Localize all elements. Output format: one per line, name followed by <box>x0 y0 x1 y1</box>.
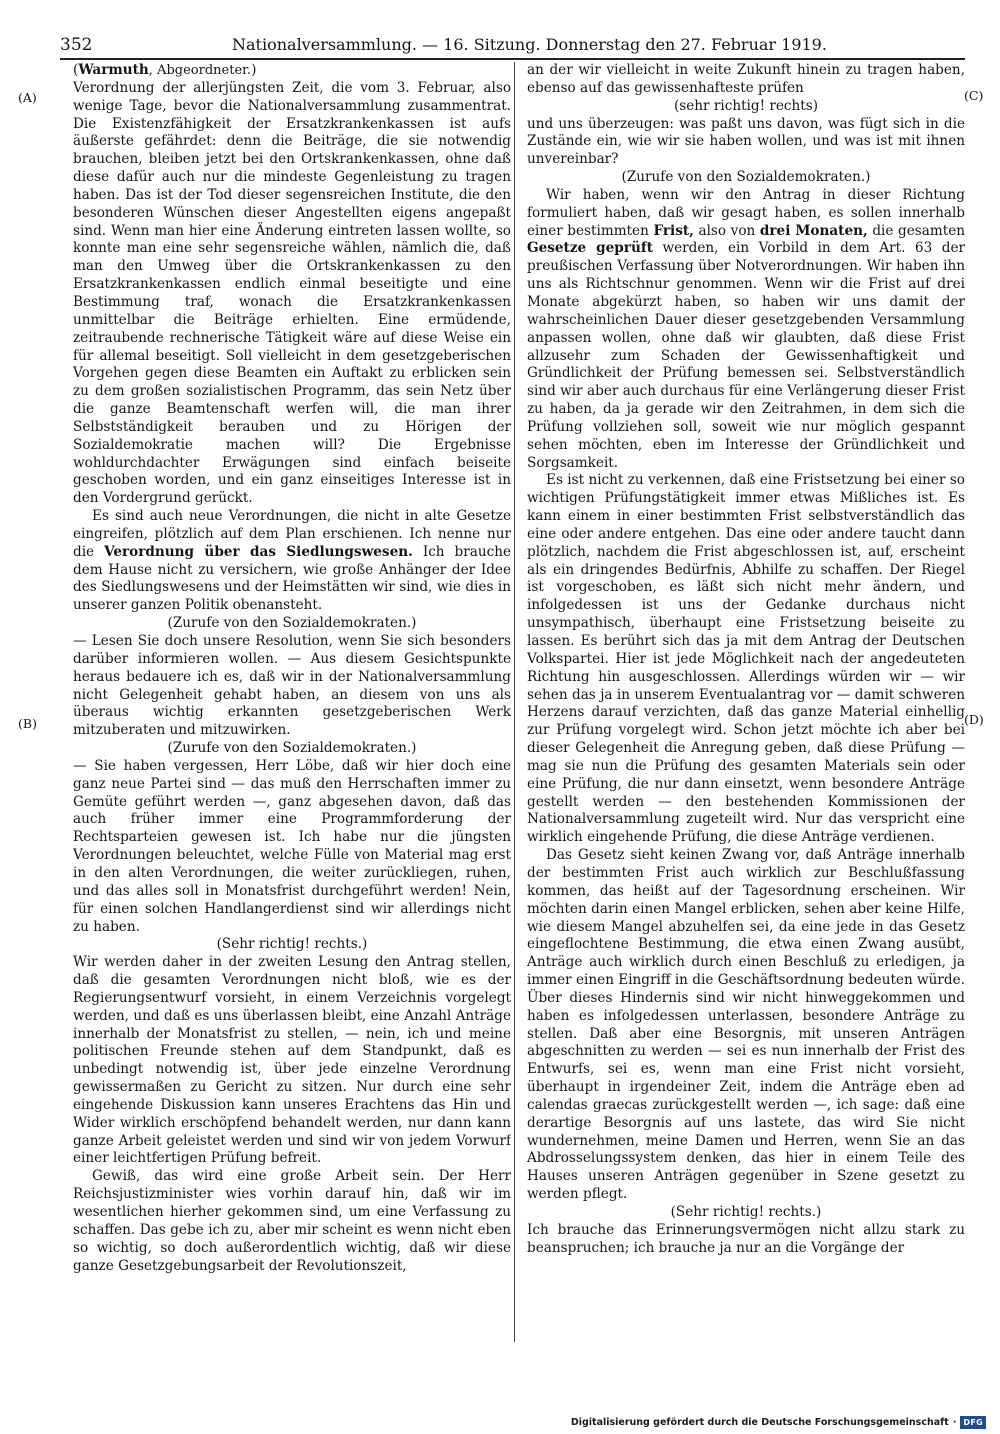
running-head: Nationalversammlung. — 16. Sitzung. Donnerstag den 27. Februar 1919. <box>232 35 827 54</box>
interjection: (sehr richtig! rechts) <box>673 97 819 114</box>
separator-dot: · <box>952 1416 957 1428</box>
emphasis-text: drei Monaten, <box>759 222 868 239</box>
paragraph <box>73 508 511 615</box>
text-run: also von <box>693 222 760 239</box>
margin-mark-d: (D) <box>964 712 984 727</box>
text-run: Es sind auch neue Verordnungen, die nicht in alte Gesetze eingreifen, plötzlich auf dem Plan erschienen. Ich nenne nur die <box>73 508 511 560</box>
speaker-role: , Abgeordneter. <box>148 63 252 78</box>
left-column <box>73 62 511 1358</box>
paragraph <box>527 187 965 473</box>
latin-phrase: ad calendas graecas <box>527 1079 965 1113</box>
paragraph: Ich brauche das Erinnerungsvermögen nicht allzu stark zu beanspruchen; ich brauche ja nur an die Vorgänge der <box>527 1221 965 1256</box>
margin-mark-a: (A) <box>18 90 37 105</box>
digitization-credit <box>571 1414 986 1430</box>
emphasis-text: Frist, <box>653 222 694 239</box>
paragraph: an der wir vielleicht in weite Zukunft hinein zu tragen haben, ebenso auf das gewissenhafteste prüfen <box>527 62 965 96</box>
paragraph: und uns überzeugen: was paßt uns davon, was fügt sich in die Zustände ein, wie wir sie haben wollen, und was ist mit ihnen unvereinbar? <box>527 115 965 168</box>
paragraph: Gewiß, das wird eine große Arbeit sein. Der Herr Reichsjustizminister wies vorhin darauf hin, daß wir im wesentlichen hierher gekommen sind, um eine Verfassung zu schaffen. Das gebe ich zu, aber mir scheint es wenn nicht eben so wichtig, so doch außerordentlich wichtig, daß wir diese ganze Gesetzgebungsarbeit der Revolutionszeit, <box>73 1168 511 1274</box>
paragraph: Es ist nicht zu verkennen, daß eine Fristsetzung bei einer so wichtigen Prüfungstätigkeit immer etwas Mißliches ist. Es kann einem in einer bestimmten Frist selbstverständlich das eine oder andere entgehen. Das eine oder andere taucht dann plötzlich, nachdem die Frist abgeschlossen ist, auf, erscheint als ein dringendes Bedürfnis, Abhilfe zu schaffen. Der Riegel ist vorgeschoben, es läßt sich nicht mehr ändern, und infolgedessen ist uns der Gedanke durchaus nicht unsympathisch, überhaupt eine Fristsetzung beiseite zu lassen. Es berührt sich das ja mit dem Antrag der Deutschen Volkspartei. Hier ist jede Möglichkeit nach der angedeuteten Richtung hin ausgeschlossen. Allerdings würden wir — wir sehen das ja in unserem Eventualantrag vor — damit schweren Herzens darauf verzichten, daß das ganze Material einhellig zur Prüfung vorgelegt wird. Schon jetzt möchte ich aber bei dieser Gelegenheit die Anregung geben, daß diese Prüfung — mag sie nun die Prüfung des gesamten Materials sein oder eine Prüfung, die nur dann einsetzt, wenn besondere Anträge gestellt werden — den bestehenden Kommissionen der Nationalversammlung zugeteilt wird. Nur das verspricht eine wirklich eingehende Prüfung, die diese Anträge verdienen. <box>527 472 965 846</box>
interjection: (Sehr richtig! rechts.) <box>670 1204 822 1220</box>
text-run: Wir haben, wenn wir den Antrag in dieser Richtung formuliert haben, daß wir gesagt haben, es sollen innerhalb einer bestimmten <box>527 186 965 239</box>
text-run: Ich brauche dem Hause nicht zu versichern, wie große Anhänger der Idee des Siedlungswesens und der Heimstätten wir sind, wie dies in unserer ganzen Politik obenansteht. <box>73 543 511 614</box>
text-run: werden, ein Vorbild in dem Art. 63 der preußischen Verfassung über Notverordnungen. Wir haben ihn uns als Richtschnur genommen. Wenn wir die Frist auf drei Monate abgekürzt haben, so haben wir uns damit der wahrscheinlichen Dauer dieser gesetzgebenden Versammlung anpassen wollen, ohne daß wir glaubten, daß diese Frist allzusehr zum Schaden der Gewissenhaftigkeit und Gründlichkeit der Prüfung bemessen sei. Selbstverständlich sind wir aber auch durchaus für eine Verlängerung dieser Frist zu haben, da ja gerade wir den Zeitrahmen, in dem sich die Prüfung vollziehen soll, soweit wie nur möglich gespannt sehen möchten, eben im Interesse der Gründlichkeit und Sorgsamkeit. <box>527 240 965 471</box>
interjection: (Zurufe von den Sozialdemokraten.) <box>167 615 417 632</box>
dfg-logo: DFG <box>960 1416 986 1429</box>
text-run: die gesamten <box>867 222 965 239</box>
paragraph <box>527 847 965 1204</box>
paragraph: — Lesen Sie doch unsere Resolution, wenn Sie sich besonders darüber informieren wollen. — Aus diesem Gesichtspunkte heraus bedauere ich es, daß wir in der Nationalversammlung nicht Gelegenheit gehabt haben, an diesem von uns als überaus wichtig erkannten gesetzgeberischen Werk mitzuberaten und mitzuwirken. <box>73 633 511 739</box>
paragraph: — Sie haben vergessen, Herr Löbe, daß wir hier doch eine ganz neue Partei sind — das muß den Herrschaften immer zu Gemüte geführt werden —, ganz abgesehen davon, daß das auch früher immer eine Programmforderung der Rechtsparteien gewesen ist. Ich habe nur die jüngsten Verordnungen beleuchtet, welche Fülle von Material mag erst in den alten Verordnungen, die weiter zurückliegen, ruhen, und das alles soll in Monatsfrist durchgeführt werden! Nein, für einen solchen Handlangerdienst sind wir allerdings nicht zu haben. <box>73 757 511 935</box>
margin-mark-c: (C) <box>964 88 984 103</box>
emphasis-text: Gesetze geprüft <box>527 240 653 257</box>
speaker-name: Warmuth <box>78 62 149 78</box>
emphasis-text: Verordnung über das Siedlungswesen. <box>104 543 413 560</box>
interjection: (Sehr richtig! rechts.) <box>216 936 368 953</box>
margin-mark-b: (B) <box>18 716 37 731</box>
interjection: (Zurufe von den Sozialdemokraten.) <box>167 740 417 757</box>
interjection: (Zurufe von den Sozialdemokraten.) <box>621 169 871 186</box>
right-column <box>527 62 965 1358</box>
speaker-line: (Warmuth, Abgeordneter.) <box>73 62 257 78</box>
paragraph: Verordnung der allerjüngsten Zeit, die vom 3. Februar, also wenige Tage, bevor die Nationalversammlung zusammentrat. Die Existenzfähigkeit der Ersatzkrankenkassen ist aufs äußerste gefährdet: denn die Beiträge, die sie notwendig brauchen, bleiben jetzt bei den Ortskrankenkassen, ohne daß diese dafür auch nur die mindeste Gegenleistung zu tragen haben. Das ist der Tod dieser segensreichen Institute, die den besonderen Wünschen dieser Angestellten eigens angepaßt sind. Wenn man hier eine Änderung eintreten lassen wollte, so konnte man eine sehr segensreiche wählen, nämlich die, daß man den Umweg über die Ortskrankenkassen zu den Ersatzkrankenkassen endlich einmal beseitigte und eine Bestimmung traf, wonach die Ersatzkrankenkassen unmittelbar die Beiträge erhielten. Eine ermüdende, zeitraubende rechnerische Tätigkeit wäre auf diese Weise ein für allemal beseitigt. Soll vielleicht in dem gesetzgeberischen Vorgehen gegen diese Beamten ein Auftakt zu erblicken sein zu dem großen sozialistischen Programm, das sein Netz über die ganze Beamtenschaft werfen will, die man ihrer Selbstständigkeit berauben und zu Hörigen der Sozialdemokratie machen will? Die Ergebnisse wohldurchdachter Erwägungen sind einfach beiseite geschoben worden, und ein ganz einseitiges Interesse ist in den Vordergrund gerückt. <box>73 79 511 507</box>
text-run: Das Gesetz sieht keinen Zwang vor, daß Anträge innerhalb der bestimmten Frist auch wirklich zur Beschlußfassung kommen, das heißt auf der Tagesordnung erscheinen. Wir möchten darin einen Mangel erblicken, sehen aber keine Hilfe, wie diesem Mangel abzuhelfen sei, da eine jede in das Gesetz eingeflochtene Bestimmung, die etwa einen Zwang ausübt, Anträge auch wirklich durch einen Beschluß zu erledigen, ja immer einen Eingriff in die Geschäftsordnung bedeuten würde. Über dieses Hindernis sind wir nicht hinweggekommen und haben es infolgedessen unterlassen, besondere Anträge zu stellen. Daß aber eine Besorgnis, mit unseren Anträgen abgeschnitten zu werden — sei es nun innerhalb der Frist des Entwurfs, sei es, wenn man eine Frist nicht vorsieht, überhaupt in irgendeiner Zeit, indem die Anträge eben <box>527 847 965 1096</box>
text-run: zurückgestellt werden —, ich sage: daß eine derartige Besorgnis auf uns lastete, das wird Sie nicht wundernehmen, meine Damen und Herren, wenn Sie an das Abdrosselungssystem denken, das hier in einem Teile des Hauses unseren Anträgen gegenüber in Szene gesetzt zu werden pflegt. <box>527 1096 965 1203</box>
paragraph: Wir werden daher in der zweiten Lesung den Antrag stellen, daß die gesamten Verordnungen nicht bloß, wie es der Regierungsentwurf vorsieht, in einem Verzeichnis vorgelegt werden, und daß es uns überlassen bleibt, eine Anzahl Anträge innerhalb der Monatsfrist zu stellen, — nein, ich und meine politischen Freunde stehen auf dem Standpunkt, daß es unbedingt notwendig ist, über jede einzelne Verordnung gewissermaßen zu Gericht zu sitzen. Nur durch eine sehr eingehende Diskussion kann unseres Erachtens das Hin und Wider wirklich erschöpfend behandelt werden, nur dann kann ganze Arbeit geleistet werden und sind wir von jedem Vorwurf einer leichtfertigen Prüfung befreit. <box>73 954 511 1167</box>
page-header <box>60 34 965 60</box>
page-number: 352 <box>60 35 93 55</box>
column-divider <box>514 62 515 1342</box>
credit-text: Digitalisierung gefördert durch die Deutsche Forschungsgemeinschaft <box>570 1416 949 1428</box>
